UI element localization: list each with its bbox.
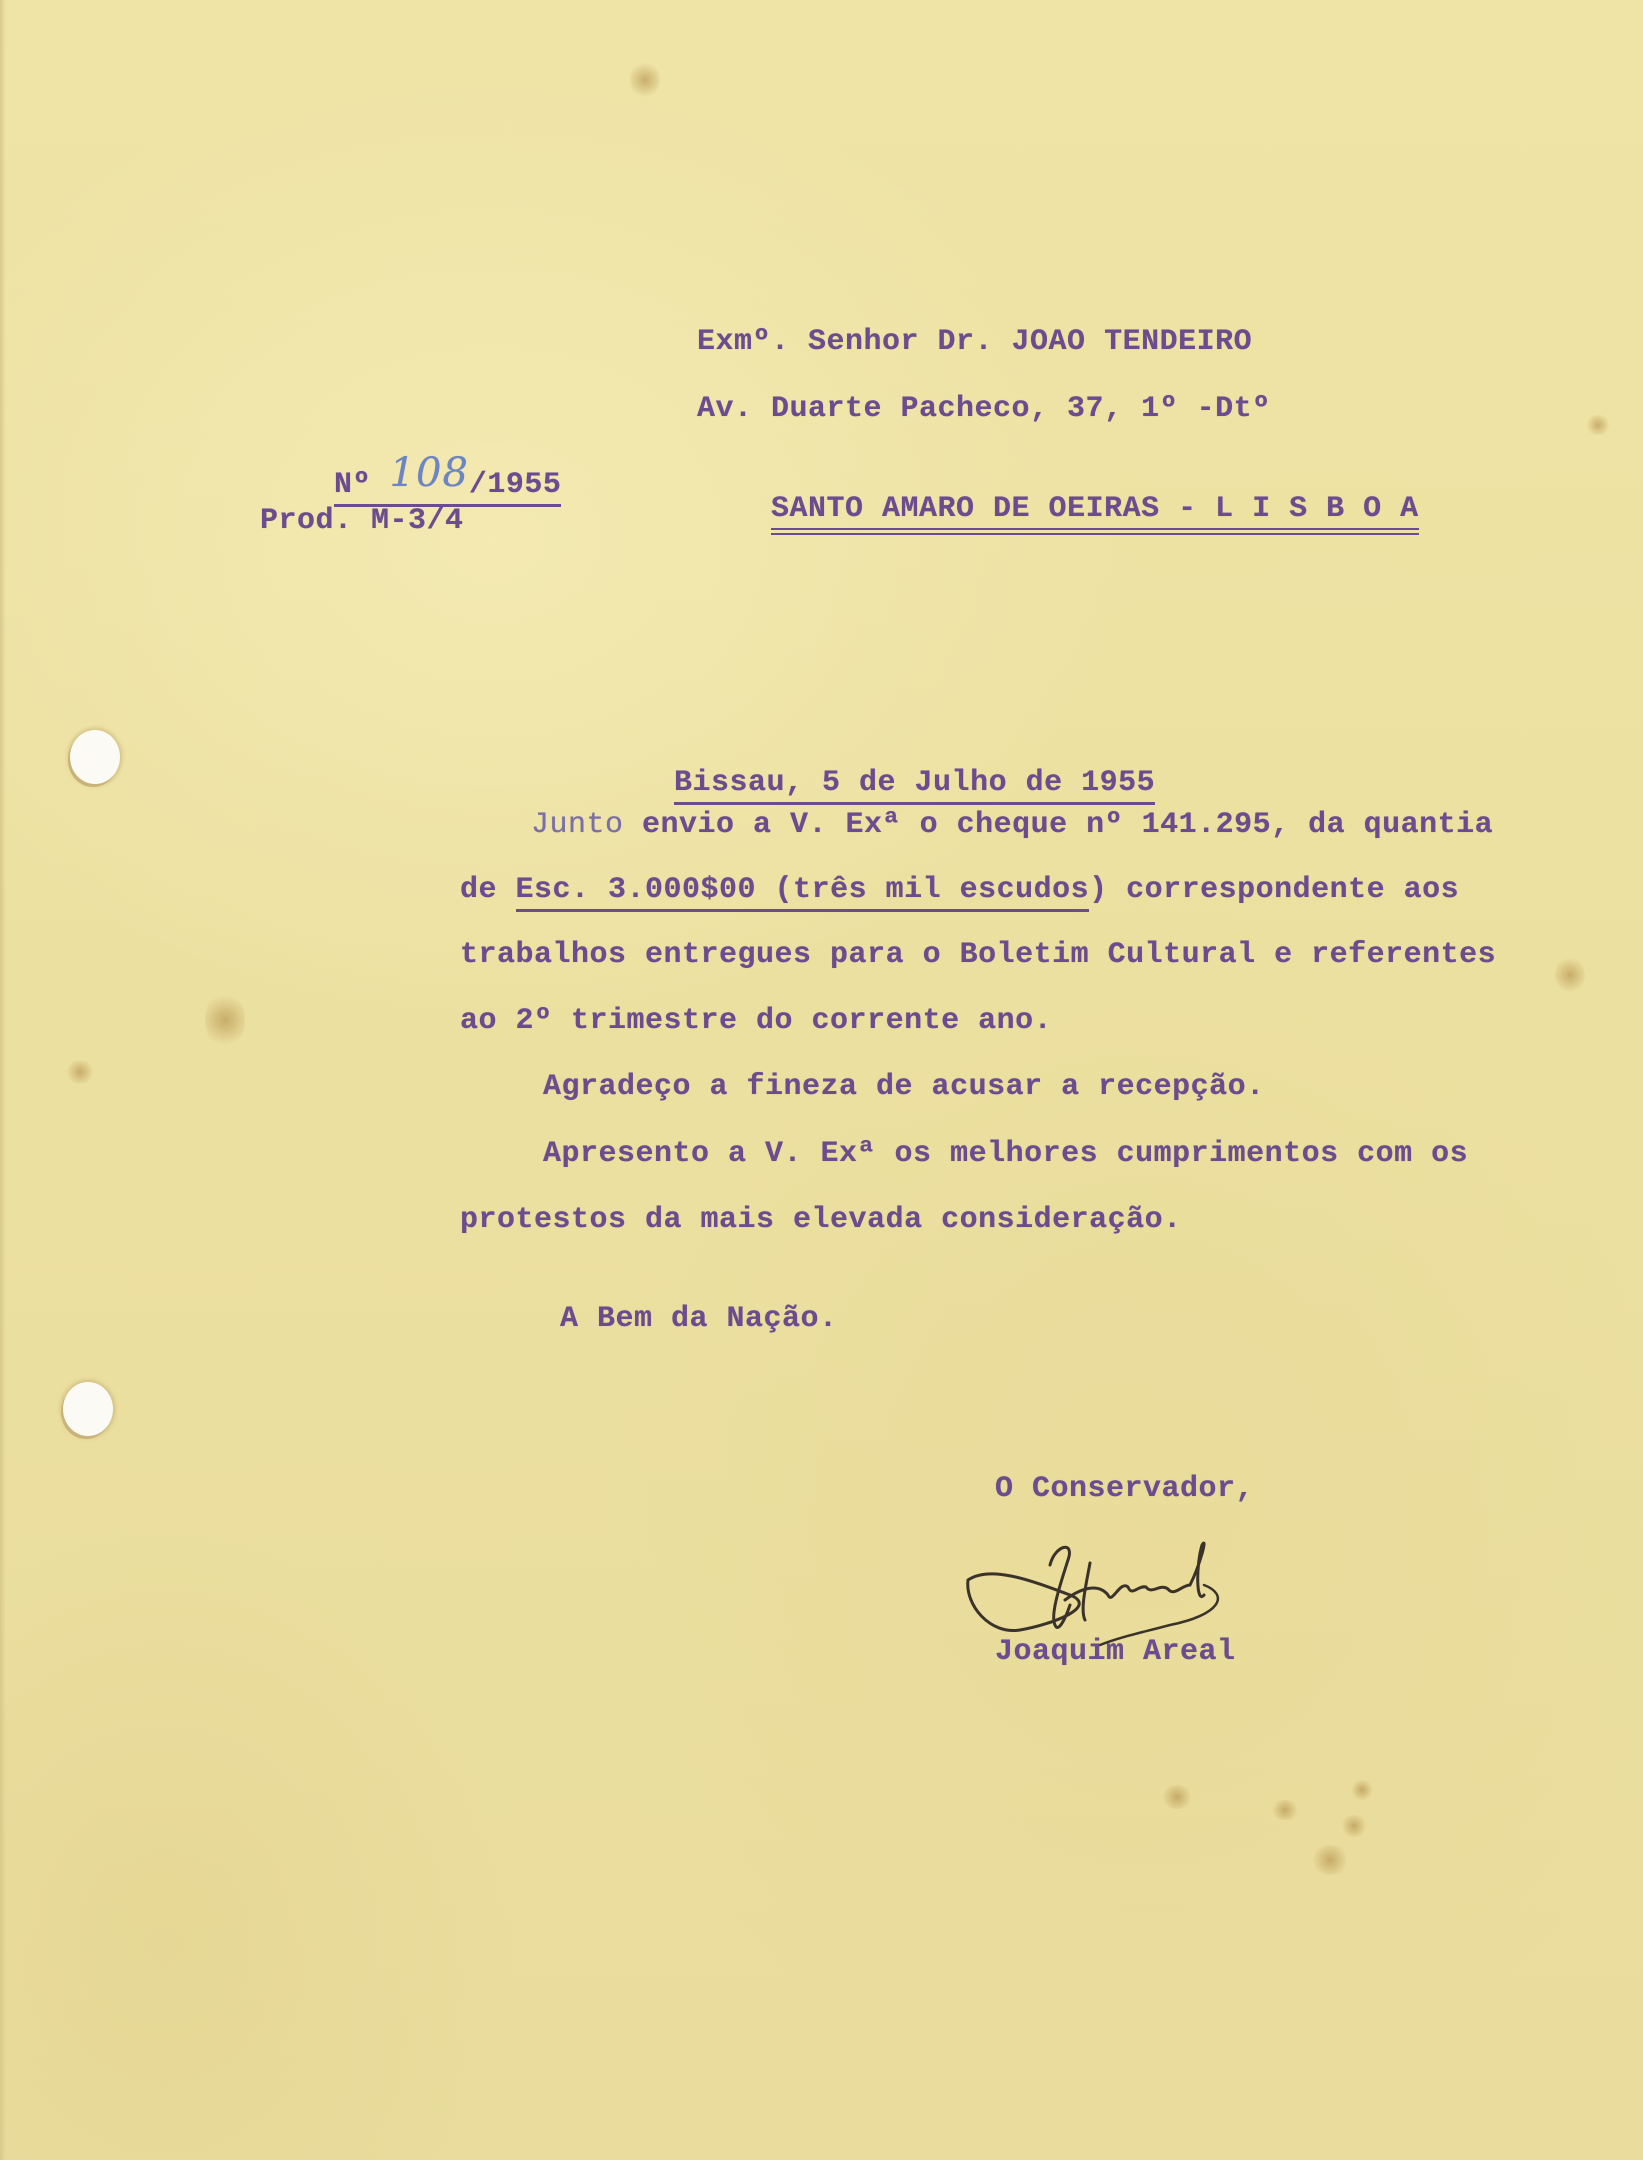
stain — [205, 990, 245, 1050]
stain — [1555, 955, 1585, 995]
body-p3-line-2: protestos da mais elevada consideração. — [460, 1203, 1182, 1237]
stain — [1310, 1845, 1350, 1875]
body-p1-line-1 — [531, 808, 1493, 842]
amount: Esc. 3.000$00 (três mil escudos — [516, 873, 1090, 912]
first-word: Junto — [531, 808, 624, 842]
addressee-city: SANTO AMARO DE OEIRAS - L I S B O A — [771, 492, 1419, 535]
salutation: A Bem da Nação. — [560, 1302, 838, 1336]
p1-line-2-prefix: de — [460, 873, 516, 907]
stain — [630, 60, 660, 100]
body-p1-line-3: trabalhos entregues para o Boletim Cultural e referentes — [460, 938, 1497, 972]
punch-hole-top — [70, 730, 120, 784]
reference-number-label: Nº — [334, 468, 372, 502]
handwritten-number: 108 — [389, 450, 469, 496]
body-p1-line-4: ao 2º trimestre do corrente ano. — [460, 1004, 1053, 1038]
body-p2: Agradeço a fineza de acusar a recepção. — [543, 1070, 1265, 1104]
product-code: Prod. M-3/4 — [260, 504, 464, 538]
p1-line-1-rest: envio a V. Exª o cheque nº 141.295, da quantia — [623, 808, 1494, 842]
signatory-name: Joaquim Areal — [995, 1635, 1236, 1669]
punch-hole-bottom — [63, 1382, 113, 1436]
body-p3-line-1: Apresento a V. Exª os melhores cumprimentos com os — [543, 1137, 1469, 1171]
stain — [1350, 1780, 1374, 1800]
addressee-line-3 — [697, 458, 1419, 560]
body-p1-line-2 — [460, 873, 1459, 907]
addressee-line-1: Exmº. Senhor Dr. JOAO TENDEIRO — [697, 325, 1253, 359]
p1-line-2-suffix: ) correspondente aos — [1089, 873, 1460, 907]
date-text: Bissau, 5 de Julho de 1955 — [674, 766, 1155, 805]
stain — [1270, 1800, 1300, 1820]
signature-title: O Conservador, — [995, 1472, 1255, 1506]
stain — [1160, 1785, 1194, 1809]
stain — [1585, 415, 1611, 435]
reference-year: /1955 — [468, 468, 562, 502]
stain — [1340, 1815, 1368, 1837]
paper-edge — [0, 0, 6, 2160]
stain — [65, 1060, 95, 1084]
addressee-line-2: Av. Duarte Pacheco, 37, 1º -Dtº — [697, 392, 1271, 426]
